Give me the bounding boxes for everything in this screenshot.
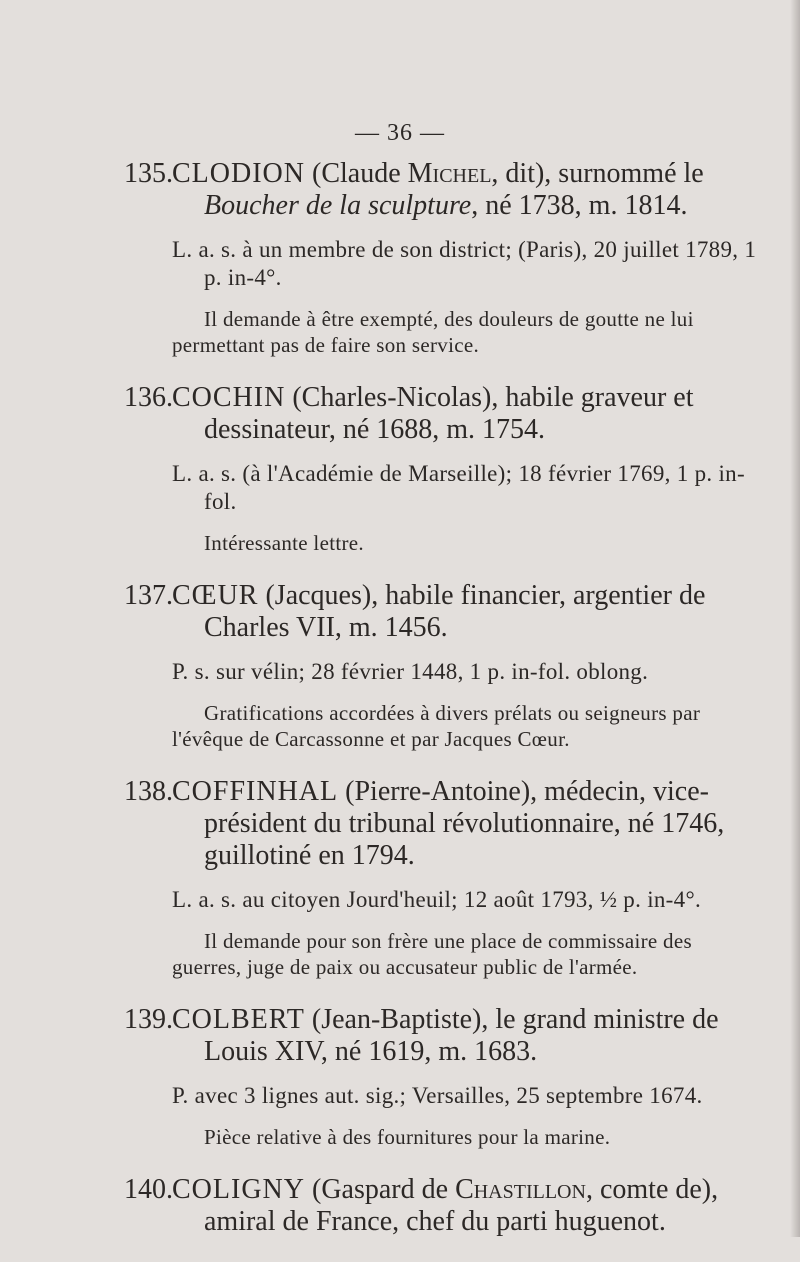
catalog-entry: [124, 158, 764, 358]
page-number: — 36 —: [355, 120, 445, 146]
entry-note: Pièce relative à des fournitures pour la marine.: [204, 1125, 611, 1149]
heading-text: (Gaspard de: [312, 1174, 456, 1205]
entry-surname: COFFINHAL: [172, 776, 339, 807]
entry-note: Intéressante lettre.: [204, 531, 364, 555]
heading-smallcaps: Chastillon: [455, 1174, 586, 1205]
entry-description: P. avec 3 lignes aut. sig.; Versailles, 25 septembre 1674.: [172, 1083, 703, 1108]
heading-text: (Jacques), habile financier, argentier de Charles VII, m. 1456.: [204, 580, 706, 643]
entry-heading: [172, 1174, 764, 1238]
entry-number: 140.: [124, 1174, 173, 1205]
entry-surname: CLODION: [172, 158, 305, 189]
entry-heading: [172, 580, 764, 644]
entry-description: L. a. s. à un membre de son district; (Paris), 20 juillet 1789, 1 p. in-4°.: [172, 237, 757, 290]
entry-heading: [172, 158, 764, 222]
entry-description: L. a. s. (à l'Académie de Marseille); 18 février 1769, 1 p. in-fol.: [172, 461, 745, 514]
entry-number: 136.: [124, 382, 173, 413]
entry-heading: [172, 382, 764, 446]
entry-note: Il demande à être exempté, des douleurs de goutte ne lui permettant pas de faire son service.: [172, 307, 694, 357]
entry-number: 135.: [124, 158, 173, 189]
entry-surname: COLBERT: [172, 1004, 305, 1035]
heading-text: (Claude: [312, 158, 408, 189]
heading-italic: Boucher de la sculpture: [204, 190, 472, 221]
entry-number: 138.: [124, 776, 173, 807]
entry-number: 139.: [124, 1004, 173, 1035]
catalog-entry: [124, 1174, 764, 1238]
entry-description: P. s. sur vélin; 28 février 1448, 1 p. in-fol. oblong.: [172, 659, 649, 684]
entry-heading: [172, 1004, 764, 1068]
catalog-entry: [124, 580, 764, 752]
entry-surname: COLIGNY: [172, 1174, 305, 1205]
entry-surname: COCHIN: [172, 382, 286, 413]
entry-heading: [172, 776, 764, 872]
heading-text: (Pierre-Antoine), médecin, vice-président du tribunal révolutionnaire, né 1746, guillotiné en 1794.: [204, 776, 725, 871]
entry-note: Gratifications accordées à divers prélats ou seigneurs par l'évêque de Carcassonne et par Jacques Cœur.: [172, 701, 701, 751]
catalog-entry: [124, 1004, 764, 1150]
entry-description: L. a. s. au citoyen Jourd'heuil; 12 août 1793, ½ p. in-4°.: [172, 887, 701, 912]
entry-surname: CŒUR: [172, 580, 259, 611]
entry-note: Il demande pour son frère une place de commissaire des guerres, juge de paix ou accusateur public de l'armée.: [172, 929, 692, 979]
catalog-entry: [124, 776, 764, 980]
heading-text: , né 1738, m. 1814.: [471, 190, 688, 221]
heading-text: , dit), surnommé le: [491, 158, 704, 189]
entry-number: 137.: [124, 580, 173, 611]
heading-text: , comte de), amiral de France, chef du parti huguenot.: [204, 1174, 719, 1237]
heading-smallcaps: Michel: [407, 158, 492, 189]
catalog-entries: [124, 158, 764, 1262]
heading-text: (Jean-Baptiste), le grand ministre de Louis XIV, né 1619, m. 1683.: [204, 1004, 719, 1067]
heading-text: (Charles-Nicolas), habile graveur et dessinateur, né 1688, m. 1754.: [204, 382, 694, 445]
page-edge: [790, 0, 800, 1237]
catalog-entry: [124, 382, 764, 556]
